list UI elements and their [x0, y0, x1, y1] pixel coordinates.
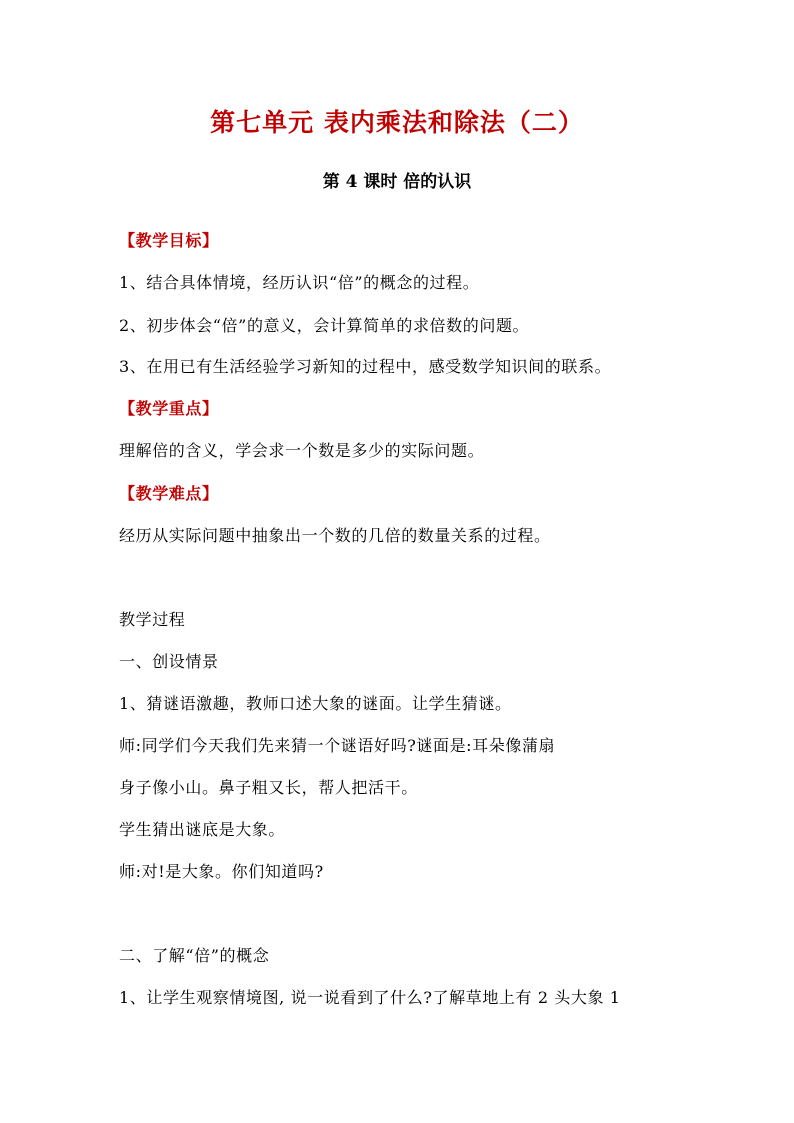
part2-line: 1、让学生观察情境图, 说一说看到了什么?了解草地上有 2 头大象 1 — [119, 988, 621, 1007]
part1-heading: 一、创设情景 — [119, 652, 219, 671]
difficulties-text: 经历从实际问题中抽象出一个数的几倍的数量关系的过程。 — [119, 526, 551, 545]
part1-line: 师:同学们今天我们先来猜一个谜语好吗?谜面是:耳朵像蒲扇 — [119, 736, 556, 755]
process-heading: 教学过程 — [119, 610, 186, 629]
key-points-text: 理解倍的含义，学会求一个数是多少的实际问题。 — [119, 441, 485, 460]
objective-item: 2、初步体会“倍”的意义，会计算简单的求倍数的问题。 — [119, 316, 530, 335]
part1-line: 师:对!是大象。你们知道吗? — [119, 862, 324, 881]
key-points-heading: 【教学重点】 — [119, 399, 219, 418]
objective-item: 1、结合具体情境，经历认识“倍”的概念的过程。 — [119, 273, 480, 292]
lesson-title: 第 4 课时 倍的认识 — [322, 172, 472, 192]
unit-title: 第七单元 表内乘法和除法（二） — [210, 108, 584, 137]
part1-line: 1、猜谜语激趣，教师口述大象的谜面。让学生猜谜。 — [119, 694, 512, 713]
difficulties-heading: 【教学难点】 — [119, 484, 219, 503]
part1-line: 身子像小山。鼻子粗又长，帮人把活干。 — [119, 778, 418, 797]
objectives-heading: 【教学目标】 — [119, 231, 219, 250]
part1-line: 学生猜出谜底是大象。 — [119, 820, 286, 839]
objective-item: 3、在用已有生活经验学习新知的过程中，感受数学知识间的联系。 — [119, 357, 612, 376]
part2-heading: 二、了解“倍”的概念 — [119, 946, 270, 965]
